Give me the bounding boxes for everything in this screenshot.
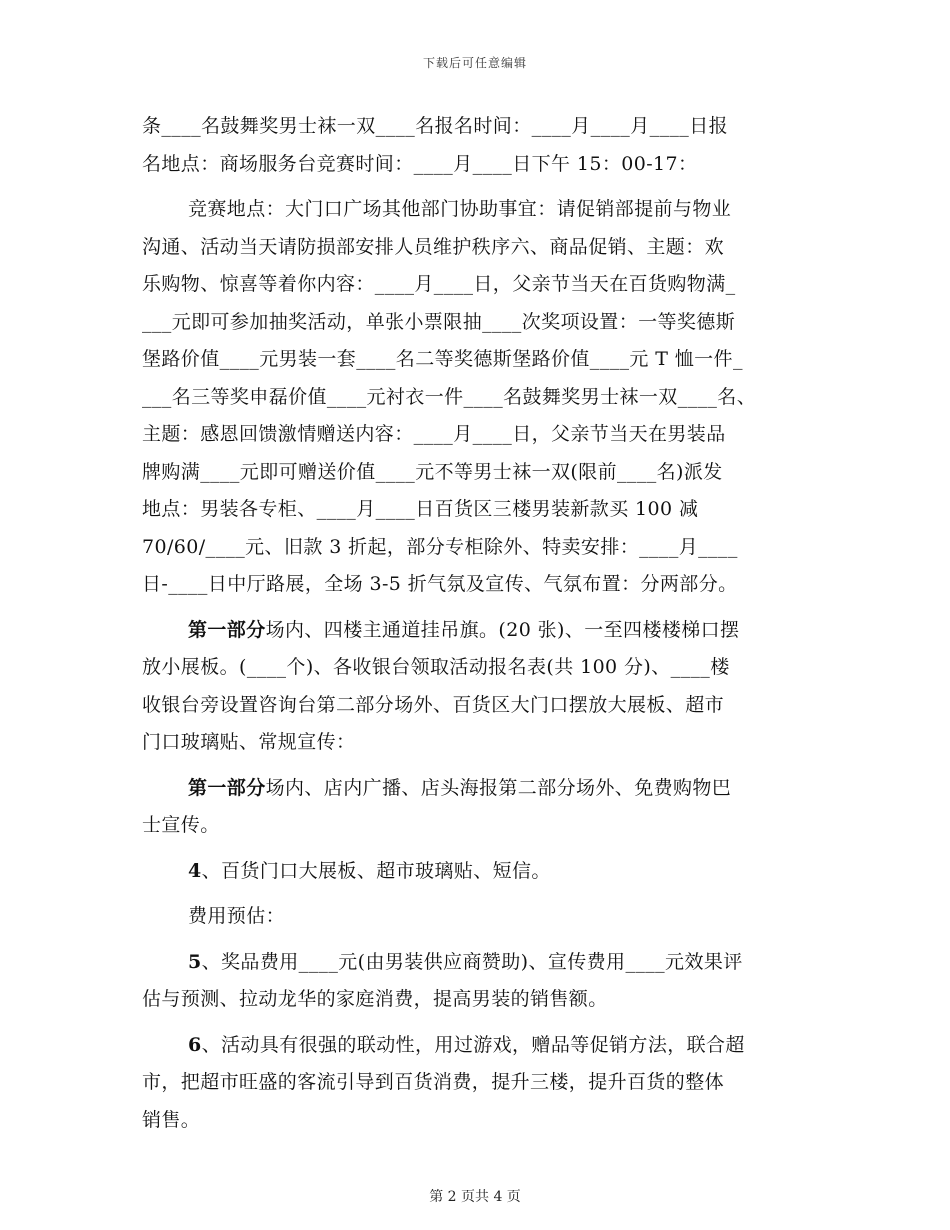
text-line: 估与预测、拉动龙华的家庭消费，提高男装的销售额。 xyxy=(142,988,608,1010)
paragraph xyxy=(142,1027,822,1140)
text-line: 士宣传。 xyxy=(142,814,220,836)
text-line: 收银台旁设置咨询台第二部分场外、百货区大门口摆放大展板、超市 xyxy=(142,693,725,716)
text-line: 主题：感恩回馈激情赠送内容：____月____日，父亲节当天在男装品 xyxy=(142,423,726,445)
bold-prefix: 第一部分 xyxy=(188,776,266,799)
text-line xyxy=(142,1027,822,1065)
text-line: 竞赛地点：大门口广场其他部门协助事宜：请促销部提前与物业 xyxy=(188,198,732,220)
text-line: 沟通、活动当天请防损部安排人员维护秩序六、商品促销、主题：欢 xyxy=(142,235,725,258)
text-line: 牌购满____元即可赠送价值____元不等男士袜一双(限前____名)派发 xyxy=(142,460,723,483)
text-line: 地点：男装各专柜、____月____日百货区三楼男装新款买 100 减 xyxy=(142,498,699,520)
bold-prefix: 5 xyxy=(188,950,202,973)
bold-prefix: 第一部分 xyxy=(188,618,266,641)
line-text: 、活动具有很强的联动性，用过游戏，赠品等促销方法，联合超 xyxy=(201,1033,745,1056)
text-line: 乐购物、惊喜等着你内容：____月____日，父亲节当天在百货购物满_ xyxy=(142,273,736,295)
text-line: 门口玻璃贴、常规宣传： xyxy=(142,731,356,753)
text-line: 销售。 xyxy=(142,1108,201,1131)
line-text: 、百货门口大展板、超市玻璃贴、短信。 xyxy=(201,859,551,882)
text-line xyxy=(142,853,822,891)
page-footer: 第 2 页共 4 页 xyxy=(429,1189,521,1205)
text-line: ___元即可参加抽奖活动，单张小票限抽____次奖项设置：一等奖德斯 xyxy=(142,310,736,333)
line-text: 场内、四楼主通道挂吊旗。(20 张)、一至四楼楼梯口摆 xyxy=(265,618,740,641)
text-line: 日-____日中厅路展，全场 3-5 折气氛及宣传、气氛布置：分两部分。 xyxy=(142,573,738,595)
text-line: ___名三等奖申磊价值____元衬衣一件____名鼓舞奖男士袜一双____名、 xyxy=(142,385,757,408)
paragraph xyxy=(142,770,822,845)
page-header: 下载后可任意编辑 xyxy=(422,56,527,70)
text-line: 放小展板。(____个)、各收银台领取活动报名表(共 100 分)、____楼 xyxy=(142,656,730,678)
text-line: 市，把超市旺盛的客流引导到百货消费，提升三楼，提升百货的整体 xyxy=(142,1071,725,1093)
text-line: 70/60/____元、旧款 3 折起，部分专柜除外、特卖安排：____月____ xyxy=(142,535,738,558)
paragraph xyxy=(142,853,822,891)
bold-prefix: 4 xyxy=(188,859,202,882)
text-line xyxy=(142,944,822,982)
text-line: 名地点：商场服务台竞赛时间：____月____日下午 15：00-17： xyxy=(142,152,698,175)
document-body xyxy=(142,108,822,1139)
line-text: 、奖品费用____元(由男装供应商赞助)、宣传费用____元效果评 xyxy=(201,950,743,973)
paragraph xyxy=(142,191,822,604)
text-line: 条____名鼓舞奖男士袜一双____名报名时间：____月____月____日报 xyxy=(142,115,729,137)
line-text: 场内、店内广播、店头海报第二部分场外、免费购物巴 xyxy=(265,776,732,799)
paragraph xyxy=(142,944,822,1019)
text-line: 堡路价值____元男装一套____名二等奖德斯堡路价值____元 T 恤一件_ xyxy=(142,348,743,370)
paragraph xyxy=(142,612,822,762)
text-line xyxy=(142,612,822,650)
text-line xyxy=(142,770,822,808)
text-line: 费用预估： xyxy=(188,905,286,927)
paragraph xyxy=(142,898,822,936)
bold-prefix: 6 xyxy=(188,1033,202,1056)
paragraph xyxy=(142,108,822,183)
